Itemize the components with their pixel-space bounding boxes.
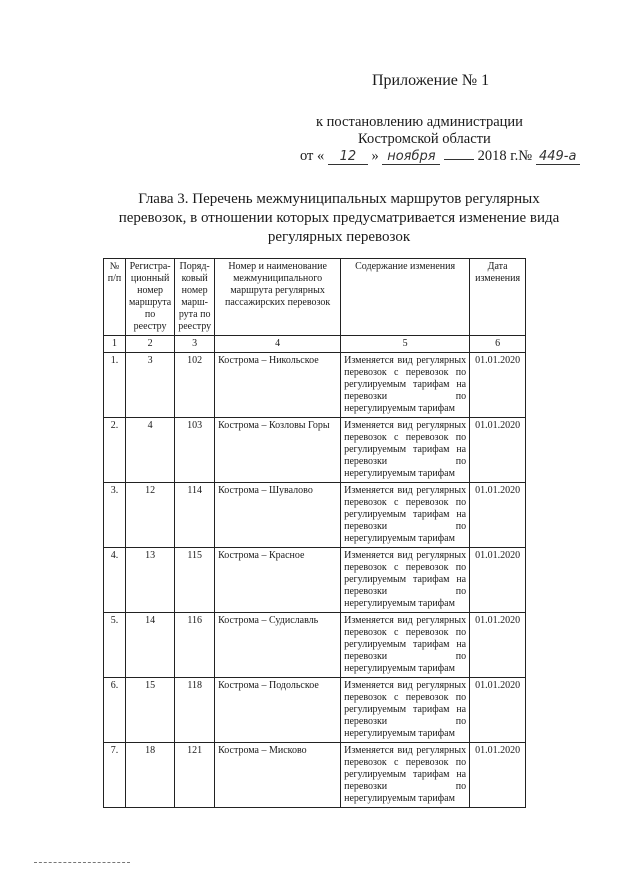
ordinal-number: 102: [175, 353, 215, 418]
row-number: 7.: [104, 743, 126, 808]
date-year: 2018 г.№: [477, 148, 533, 164]
decree-number: 449-а: [536, 150, 580, 165]
column-header: Поряд-ковый номер марш-рута по реестру: [175, 259, 215, 336]
ordinal-number: 118: [175, 678, 215, 743]
registration-number: 18: [126, 743, 175, 808]
change-date: 01.01.2020: [470, 483, 526, 548]
change-description: [341, 418, 470, 483]
change-text-last: нерегулируемым тарифам: [344, 468, 455, 479]
date-prefix: от «: [300, 148, 325, 164]
date-mid: »: [371, 148, 379, 164]
ordinal-number: 103: [175, 418, 215, 483]
route-name: Кострома – Козловы Горы: [215, 418, 341, 483]
row-number: 1.: [104, 353, 126, 418]
decree-date-line: [300, 148, 580, 165]
change-text-last: нерегулируемым тарифам: [344, 533, 455, 544]
date-underline: [444, 149, 474, 160]
change-text: Изменяется вид регулярных перевозок с перевозок по регулируемым тарифам на перевозки по: [344, 550, 467, 597]
column-header: № п/п: [104, 259, 126, 336]
change-text-last: нерегулируемым тарифам: [344, 728, 455, 739]
ordinal-number: 114: [175, 483, 215, 548]
change-date: 01.01.2020: [470, 678, 526, 743]
change-text: Изменяется вид регулярных перевозок с перевозок по регулируемым тарифам на перевозки по: [344, 615, 467, 662]
table-header-row: [104, 259, 526, 336]
ordinal-number: 115: [175, 548, 215, 613]
column-number: 2: [126, 336, 175, 353]
column-header: Содержание изменения: [341, 259, 470, 336]
appendix-title: Приложение № 1: [372, 72, 490, 89]
date-day: 12: [328, 150, 368, 165]
change-text-last: нерегулируемым тарифам: [344, 793, 455, 804]
route-name: Кострома – Шувалово: [215, 483, 341, 548]
change-description: [341, 678, 470, 743]
column-header: Дата изменения: [470, 259, 526, 336]
column-header: Регистра-ционный номер маршрута по реестру: [126, 259, 175, 336]
change-description: [341, 483, 470, 548]
table-row: [104, 743, 526, 808]
change-text-last: нерегулируемым тарифам: [344, 598, 455, 609]
table-row: [104, 483, 526, 548]
registration-number: 15: [126, 678, 175, 743]
row-number: 4.: [104, 548, 126, 613]
route-name: Кострома – Красное: [215, 548, 341, 613]
row-number: 3.: [104, 483, 126, 548]
date-month: ноября: [382, 150, 440, 165]
change-date: 01.01.2020: [470, 743, 526, 808]
column-number: 6: [470, 336, 526, 353]
column-number: 3: [175, 336, 215, 353]
decree-reference-line1: к постановлению администрации: [316, 114, 523, 130]
column-number: 4: [215, 336, 341, 353]
row-number: 6.: [104, 678, 126, 743]
change-date: 01.01.2020: [470, 353, 526, 418]
routes-table: [103, 258, 526, 808]
change-text-last: нерегулируемым тарифам: [344, 403, 455, 414]
table-row: [104, 353, 526, 418]
table-row: [104, 418, 526, 483]
change-text: Изменяется вид регулярных перевозок с перевозок по регулируемым тарифам на перевозки по: [344, 745, 467, 792]
table-row: [104, 678, 526, 743]
change-description: [341, 353, 470, 418]
row-number: 5.: [104, 613, 126, 678]
route-name: Кострома – Никольское: [215, 353, 341, 418]
change-date: 01.01.2020: [470, 418, 526, 483]
registration-number: 13: [126, 548, 175, 613]
change-date: 01.01.2020: [470, 613, 526, 678]
change-description: [341, 613, 470, 678]
route-name: Кострома – Судиславль: [215, 613, 341, 678]
row-number: 2.: [104, 418, 126, 483]
change-text: Изменяется вид регулярных перевозок с перевозок по регулируемым тарифам на перевозки по: [344, 485, 467, 532]
change-text: Изменяется вид регулярных перевозок с перевозок по регулируемым тарифам на перевозки по: [344, 680, 467, 727]
change-description: [341, 548, 470, 613]
ordinal-number: 121: [175, 743, 215, 808]
change-description: [341, 743, 470, 808]
route-name: Кострома – Подольское: [215, 678, 341, 743]
table-row: [104, 548, 526, 613]
route-name: Кострома – Мисково: [215, 743, 341, 808]
ordinal-number: 116: [175, 613, 215, 678]
change-text: Изменяется вид регулярных перевозок с перевозок по регулируемым тарифам на перевозки по: [344, 420, 467, 467]
change-date: 01.01.2020: [470, 548, 526, 613]
registration-number: 3: [126, 353, 175, 418]
chapter-title: Глава 3. Перечень межмуниципальных маршрутов регулярных перевозок, в отношении которых предусматривается изменение вида регулярных перевозок: [118, 191, 560, 245]
change-text-last: нерегулируемым тарифам: [344, 663, 455, 674]
column-header: Номер и наименование межмуниципального маршрута регулярных пассажирских перевозок: [215, 259, 341, 336]
table-row: [104, 613, 526, 678]
column-number: 1: [104, 336, 126, 353]
routes-table-body: [104, 353, 526, 808]
registration-number: 4: [126, 418, 175, 483]
footer-divider: [34, 862, 130, 863]
registration-number: 14: [126, 613, 175, 678]
registration-number: 12: [126, 483, 175, 548]
column-number-row: [104, 336, 526, 353]
decree-reference-line2: Костромской области: [358, 131, 491, 147]
column-number: 5: [341, 336, 470, 353]
change-text: Изменяется вид регулярных перевозок с перевозок по регулируемым тарифам на перевозки по: [344, 355, 467, 402]
